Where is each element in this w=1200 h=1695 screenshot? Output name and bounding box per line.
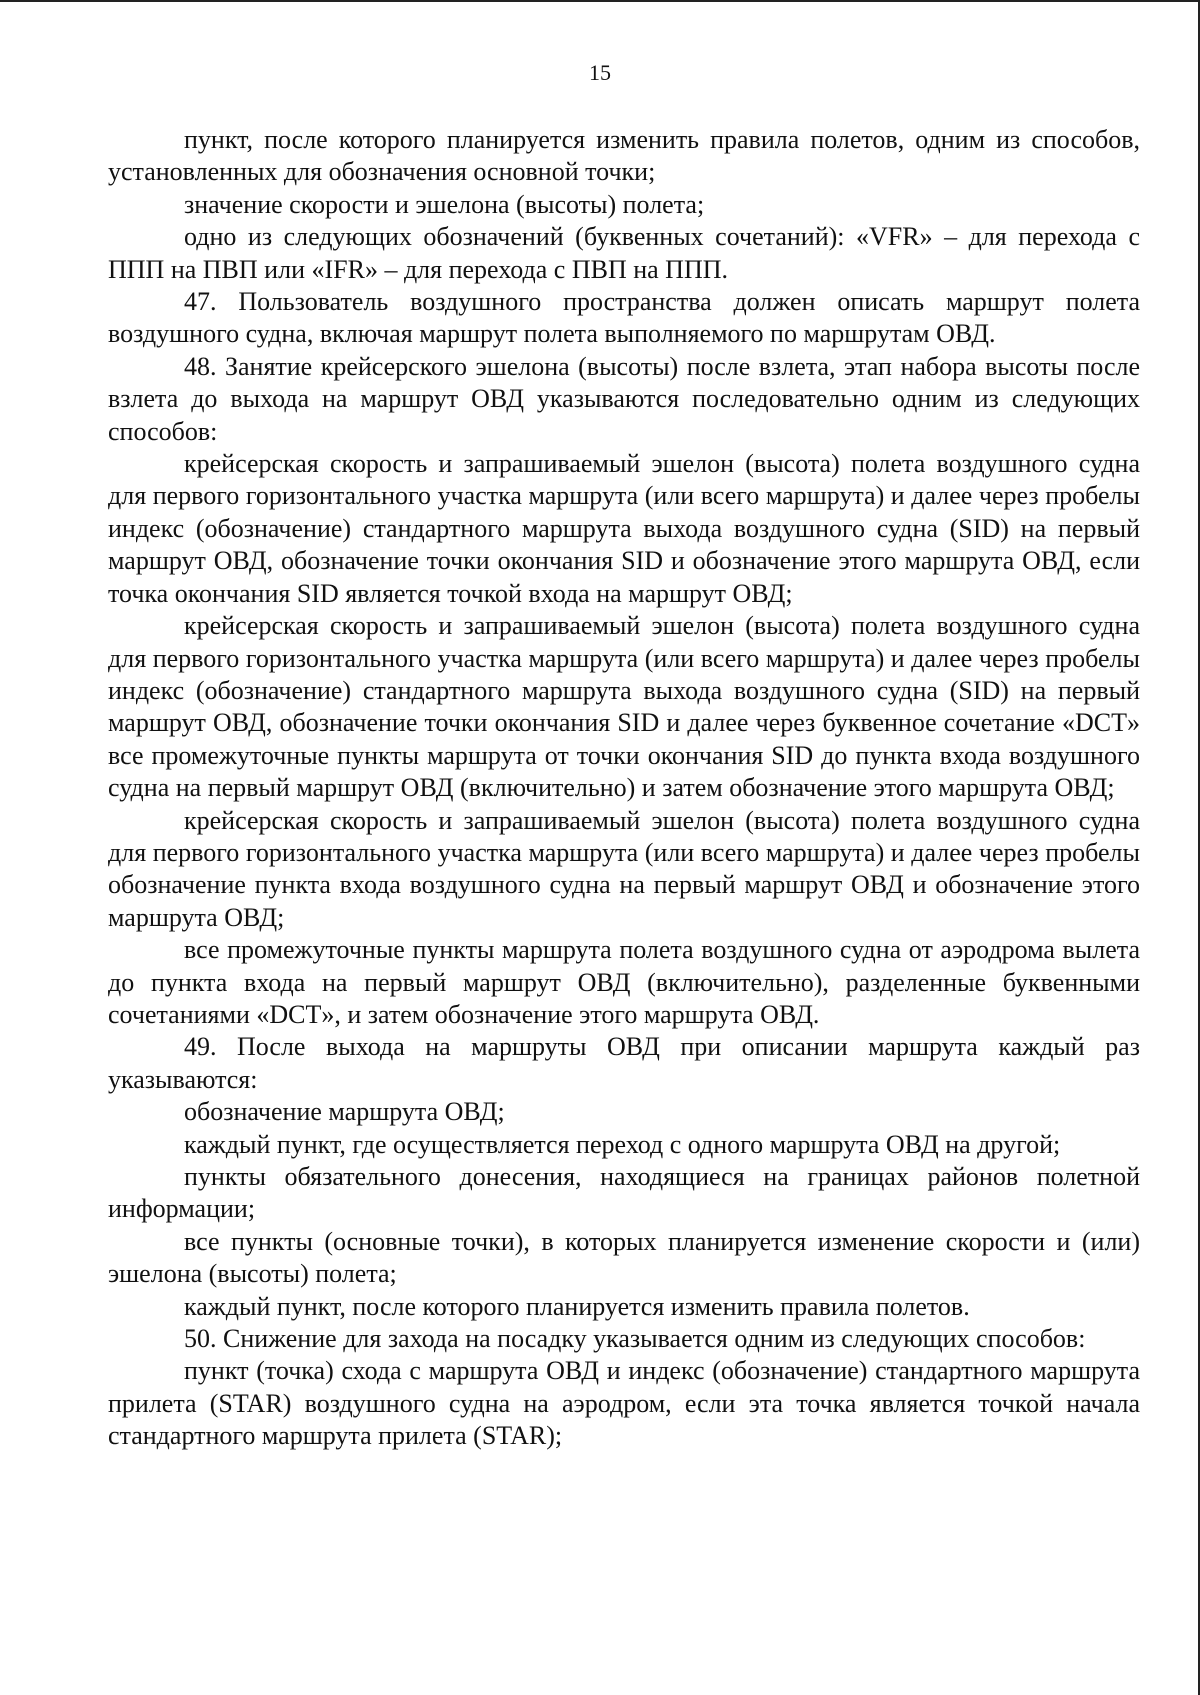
paragraph: обозначение маршрута ОВД;: [184, 1097, 505, 1127]
paragraph: пункты обязательного донесения, находящиеся на границах районов полетной информации;: [108, 1162, 1140, 1224]
paragraph: пункт (точка) схода с маршрута ОВД и индекс (обозначение) стандартного маршрута прилета (STAR) воздушного судна на аэродром, если эта точка является точкой начала стандартного маршрута прилета (STAR);: [108, 1356, 1140, 1451]
paragraph-49: 49. После выхода на маршруты ОВД при описании маршрута каждый раз указываются:: [108, 1032, 1140, 1094]
paragraph: крейсерская скорость и запрашиваемый эшелон (высота) полета воздушного судна для первого горизонтального участка маршрута (или всего маршрута) и далее через пробелы индекс (обозначение) стандартного маршрута выхода воздушного судна (SID) на первый маршрут ОВД, обозначение точки окончания SID и обозначение этого маршрута ОВД, если точка окончания SID является точкой входа на маршрут ОВД;: [108, 449, 1140, 608]
paragraph: значение скорости и эшелона (высоты) полета;: [184, 189, 705, 219]
paragraph: все промежуточные пункты маршрута полета воздушного судна от аэродрома вылета до пункта входа на первый маршрут ОВД (включительно), разделенные буквенными сочетаниями «DCT», и затем обозначение этого маршрута ОВД.: [108, 935, 1140, 1029]
paragraph: пункт, после которого планируется изменить правила полетов, одним из способов, установленных для обозначения основной точки;: [108, 125, 1140, 187]
paragraph: крейсерская скорость и запрашиваемый эшелон (высота) полета воздушного судна для первого горизонтального участка маршрута (или всего маршрута) и далее через пробелы индекс (обозначение) стандартного маршрута выхода воздушного судна (SID) на первый маршрут ОВД, обозначение точки окончания SID и далее через буквенное сочетание «DCT» все промежуточные пункты маршрута от точки окончания SID до пункта входа воздушного судна на первый маршрут ОВД (включительно) и затем обозначение этого маршрута ОВД;: [108, 611, 1140, 803]
paragraph: каждый пункт, где осуществляется переход с одного маршрута ОВД на другой;: [184, 1129, 1061, 1159]
paragraph-47: 47. Пользователь воздушного пространства должен описать маршрут полета воздушного судна, включая маршрут полета выполняемого по маршрутам ОВД.: [108, 287, 1140, 349]
paragraph: все пункты (основные точки), в которых планируется изменение скорости и (или) эшелона (высоты) полета;: [108, 1226, 1140, 1289]
paragraph: крейсерская скорость и запрашиваемый эшелон (высота) полета воздушного судна для первого горизонтального участка маршрута (или всего маршрута) и далее через пробелы обозначение пункта входа воздушного судна на первый маршрут ОВД и обозначение этого маршрута ОВД;: [108, 805, 1140, 932]
paragraph-50: 50. Снижение для захода на посадку указывается одним из следующих способов:: [184, 1324, 1086, 1354]
document-body: [108, 124, 1140, 1453]
paragraph-48: 48. Занятие крейсерского эшелона (высоты) после взлета, этап набора высоты после взлета до выхода на маршрут ОВД указываются последовательно одним из следующих способов:: [108, 351, 1140, 446]
page-number: 15: [589, 60, 611, 85]
paragraph: одно из следующих обозначений (буквенных сочетаний): «VFR» – для перехода с ППП на ПВП или «IFR» – для перехода с ПВП на ППП.: [108, 222, 1140, 284]
paragraph: каждый пункт, после которого планируется изменить правила полетов.: [184, 1291, 970, 1321]
